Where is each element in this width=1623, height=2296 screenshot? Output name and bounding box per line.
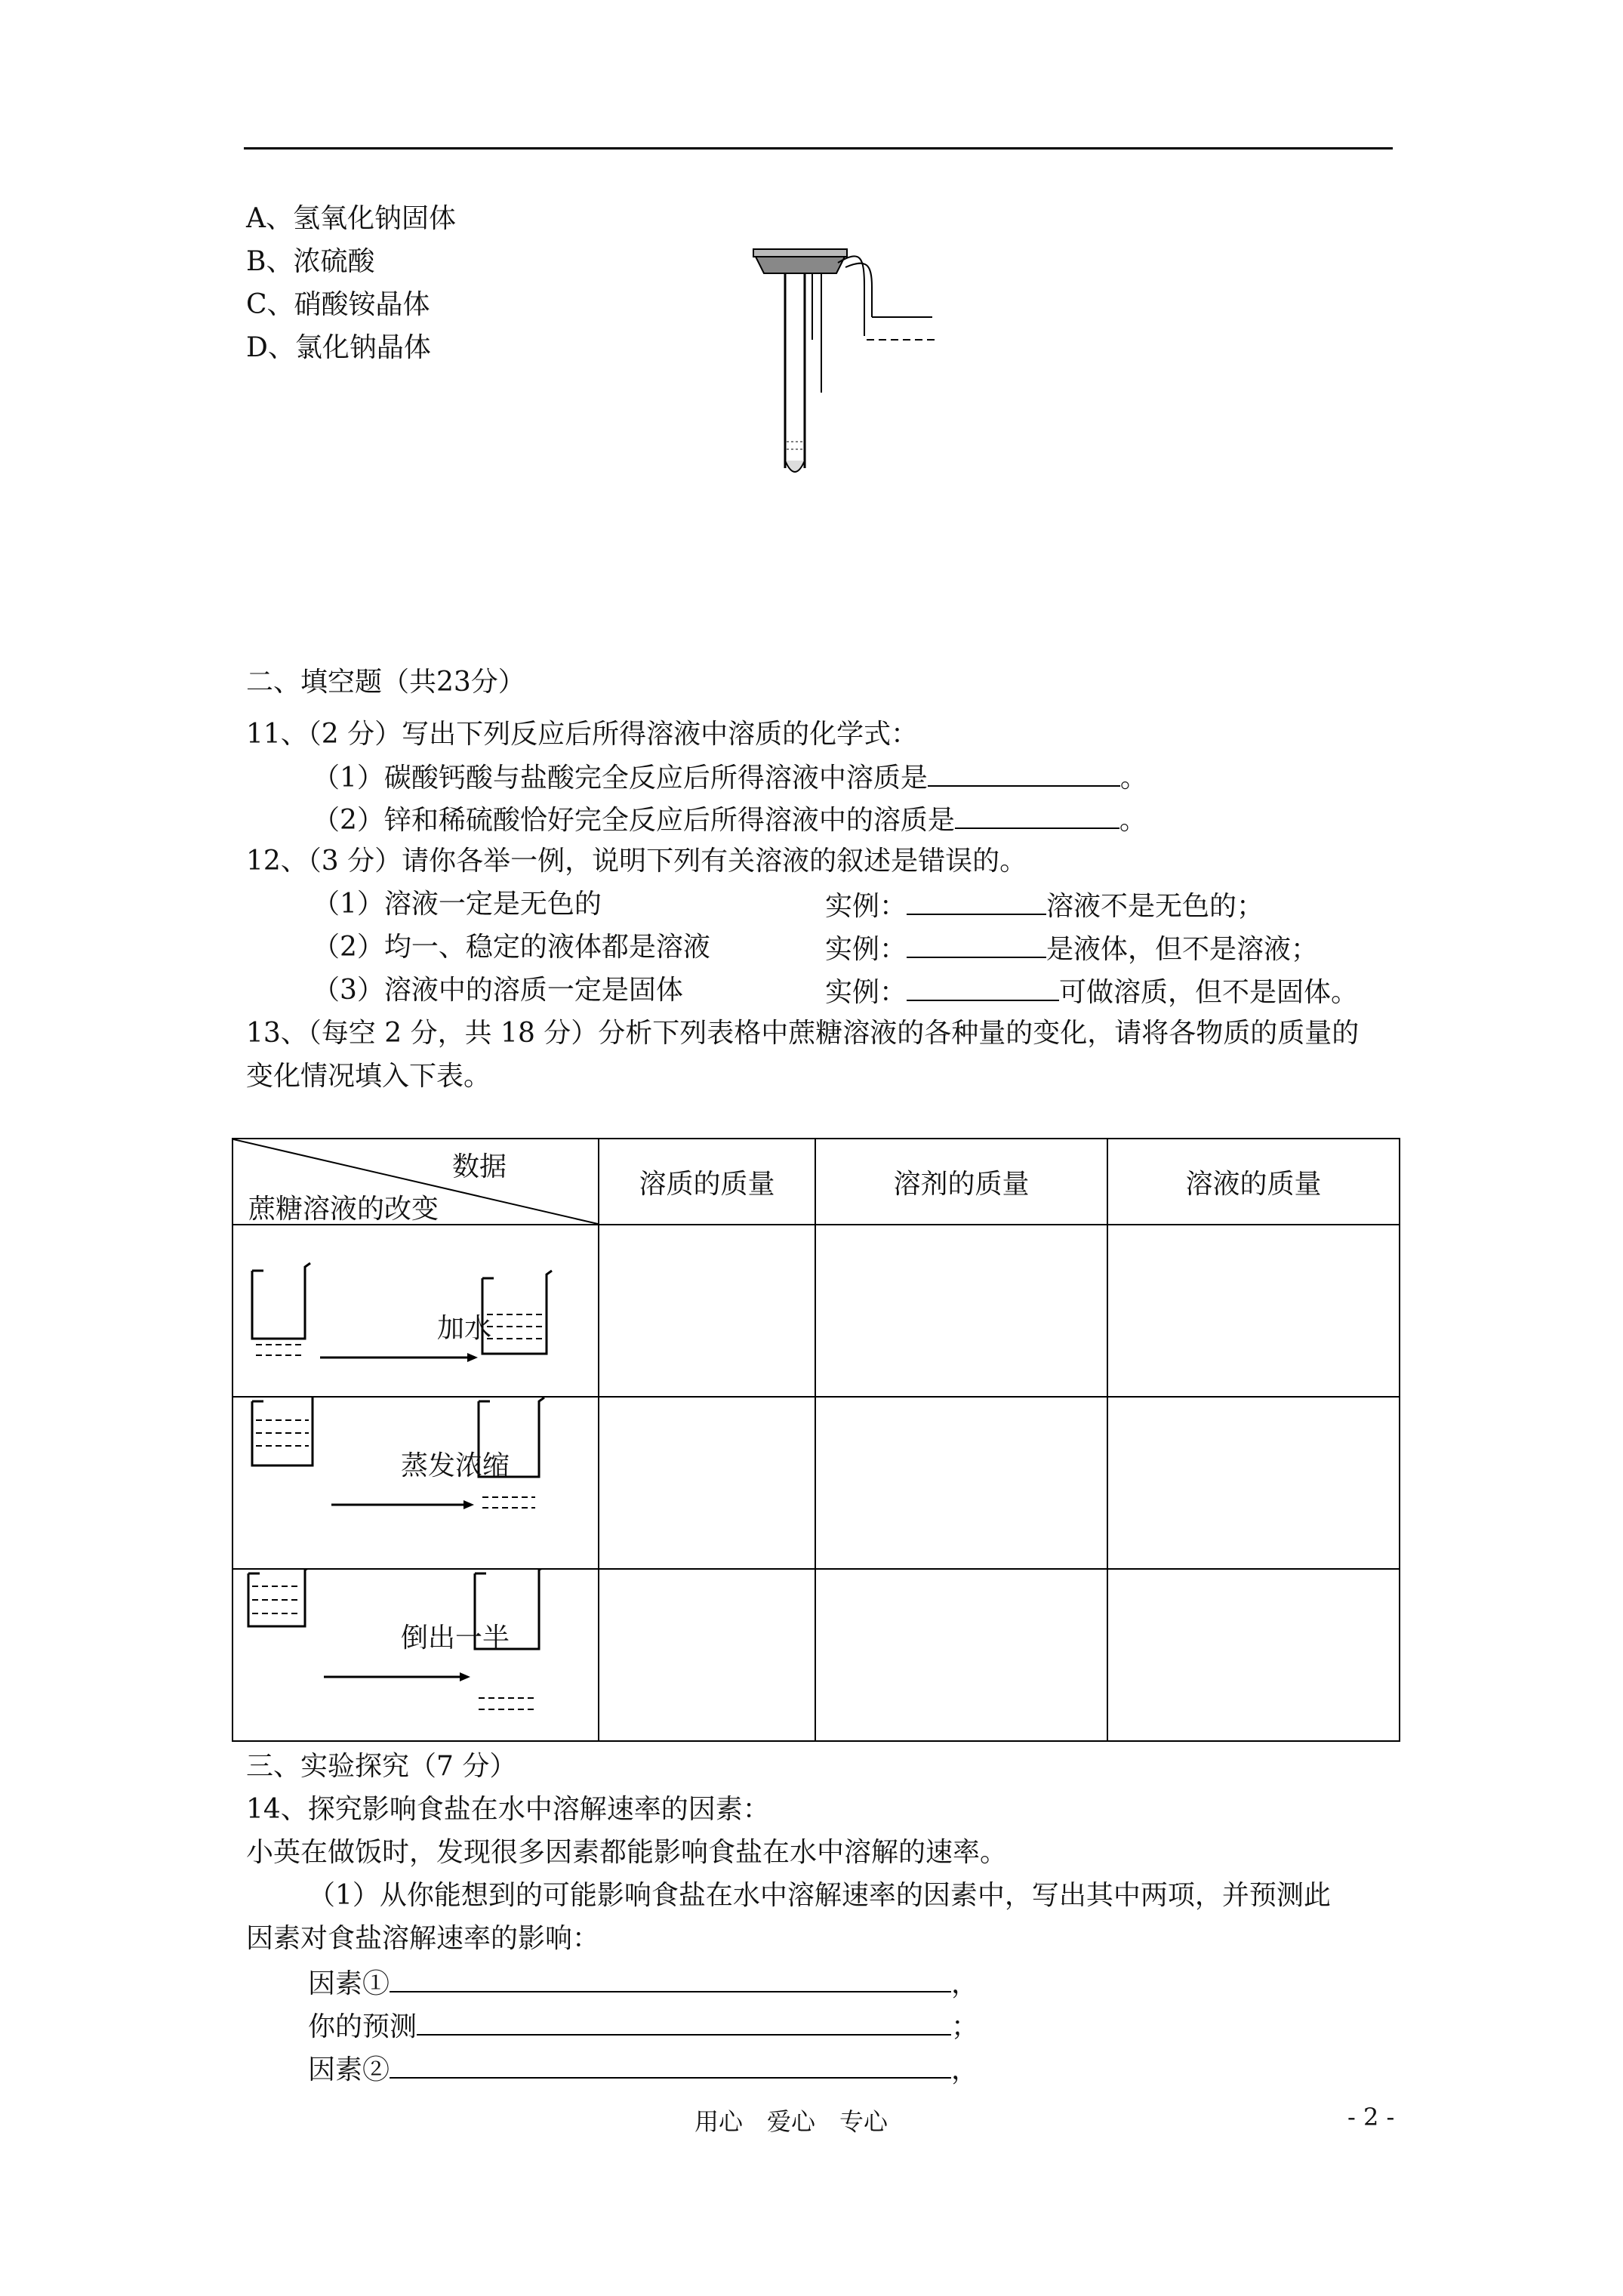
q12-example-3-tail: 可做溶质，但不是固体。 <box>1059 977 1359 1008</box>
q11-part2-blank[interactable] <box>955 802 1119 829</box>
change-pour-half-label: 倒出一半 <box>401 1623 510 1653</box>
option-a: A、氢氧化钠固体 <box>246 203 456 234</box>
table-row <box>233 1225 1400 1397</box>
cell-pour-half-solution[interactable] <box>1107 1569 1400 1741</box>
section3-title: 三、实验探究（7 分） <box>246 1751 517 1782</box>
q13-stem-line1: 13、（每空 2 分，共 18 分）分析下列表格中蔗糖溶液的各种量的变化，请将各物质的质量的 <box>246 1018 1360 1049</box>
q14-factor2-blank[interactable] <box>390 2051 951 2079</box>
section2-title: 二、填空题（共23分） <box>246 667 525 698</box>
table-row <box>233 1397 1400 1569</box>
cell-evaporate-solution[interactable] <box>1107 1397 1400 1569</box>
q12-example-3-label: 实例： <box>825 977 907 1008</box>
q12-example-2-blank[interactable] <box>907 931 1046 958</box>
q12-example-2-tail: 是液体，但不是溶液； <box>1046 934 1319 965</box>
change-evaporate-label: 蒸发浓缩 <box>401 1450 510 1481</box>
q14-factor1-label: 因素① <box>308 1968 390 1999</box>
q14-predict <box>308 2008 978 2044</box>
q14-predict-blank[interactable] <box>417 2008 951 2036</box>
change-evaporate <box>233 1397 599 1569</box>
header-rule <box>244 147 1393 149</box>
q12-claim-3: （3）溶液中的溶质一定是固体 <box>313 975 683 1006</box>
cell-evaporate-solvent[interactable] <box>815 1397 1107 1569</box>
cell-add-water-solvent[interactable] <box>815 1225 1107 1397</box>
table-row <box>233 1569 1400 1741</box>
q14-factor1 <box>308 1965 978 2001</box>
q12-example-1-tail: 溶液不是无色的； <box>1046 891 1264 922</box>
footer-motto: 用心 爱心 专心 <box>694 2107 888 2136</box>
beaker-evaporate-figure <box>233 1398 598 1568</box>
q12-claim-2: （2）均一、稳定的液体都是溶液 <box>313 932 710 963</box>
q14-part1-line2: 因素对食盐溶解速率的影响： <box>246 1923 600 1954</box>
q14-predict-end: ； <box>951 2011 979 2042</box>
q12-example-3 <box>825 974 1358 1009</box>
q12-example-1-blank[interactable] <box>907 888 1046 915</box>
q14-intro: 小英在做饭时，发现很多因素都能影响食盐在水中溶解的速率。 <box>246 1837 1008 1868</box>
q12-example-3-blank[interactable] <box>907 974 1059 1001</box>
sugar-solution-table <box>232 1138 1400 1742</box>
q14-factor2-label: 因素② <box>308 2054 390 2085</box>
q11-part2-text: （2）锌和稀硫酸恰好完全反应后所得溶液中的溶质是 <box>313 805 955 836</box>
cell-evaporate-solute[interactable] <box>599 1397 815 1569</box>
change-add-water-label: 加水 <box>437 1313 492 1344</box>
option-c: C、硝酸铵晶体 <box>246 289 430 320</box>
change-add-water <box>233 1225 599 1397</box>
corner-bottom-label: 蔗糖溶液的改变 <box>248 1194 439 1225</box>
change-pour-half <box>233 1569 599 1741</box>
q11-stem: 11、（2 分）写出下列反应后所得溶液中溶质的化学式： <box>246 719 919 750</box>
q12-example-1-label: 实例： <box>825 891 907 922</box>
q14-factor1-end: ， <box>951 1968 979 1999</box>
q11-part2-end: 。 <box>1119 805 1147 836</box>
option-d: D、氯化钠晶体 <box>246 332 431 363</box>
q13-stem-line2: 变化情况填入下表。 <box>246 1061 491 1092</box>
corner-top-label: 数据 <box>452 1151 507 1182</box>
q14-factor1-blank[interactable] <box>390 1965 951 1992</box>
col-solution-header: 溶液的质量 <box>1107 1139 1400 1225</box>
q11-part1-blank[interactable] <box>928 760 1120 787</box>
option-b: B、浓硫酸 <box>246 246 375 277</box>
q14-factor2-end: ， <box>951 2054 979 2085</box>
q14-predict-label: 你的预测 <box>308 2011 417 2042</box>
q12-stem: 12、（3 分）请你各举一例，说明下列有关溶液的叙述是错误的。 <box>246 846 1027 877</box>
q14-stem: 14、探究影响食盐在水中溶解速率的因素： <box>246 1794 770 1825</box>
q11-part1 <box>313 760 1147 795</box>
q12-example-1 <box>825 888 1264 923</box>
table-corner-cell <box>233 1139 599 1225</box>
q14-part1-line1: （1）从你能想到的可能影响食盐在水中溶解速率的因素中，写出其中两项，并预测此 <box>308 1880 1331 1911</box>
apparatus-figure <box>740 242 944 483</box>
page-number: - 2 - <box>1347 2103 1395 2131</box>
beaker-add-water-figure <box>233 1225 598 1396</box>
q12-claim-1: （1）溶液一定是无色的 <box>313 889 602 920</box>
q14-factor2 <box>308 2051 978 2087</box>
q11-part1-text: （1）碳酸钙酸与盐酸完全反应后所得溶液中溶质是 <box>313 763 928 794</box>
q11-part2 <box>313 802 1147 837</box>
beaker-pour-half-figure <box>233 1570 598 1740</box>
cell-pour-half-solvent[interactable] <box>815 1569 1107 1741</box>
q12-example-2 <box>825 931 1318 966</box>
q12-example-2-label: 实例： <box>825 934 907 965</box>
col-solute-header: 溶质的质量 <box>599 1139 815 1225</box>
col-solvent-header: 溶剂的质量 <box>815 1139 1107 1225</box>
cell-add-water-solution[interactable] <box>1107 1225 1400 1397</box>
q11-part1-end: 。 <box>1119 763 1147 794</box>
cell-pour-half-solute[interactable] <box>599 1569 815 1741</box>
cell-add-water-solute[interactable] <box>599 1225 815 1397</box>
